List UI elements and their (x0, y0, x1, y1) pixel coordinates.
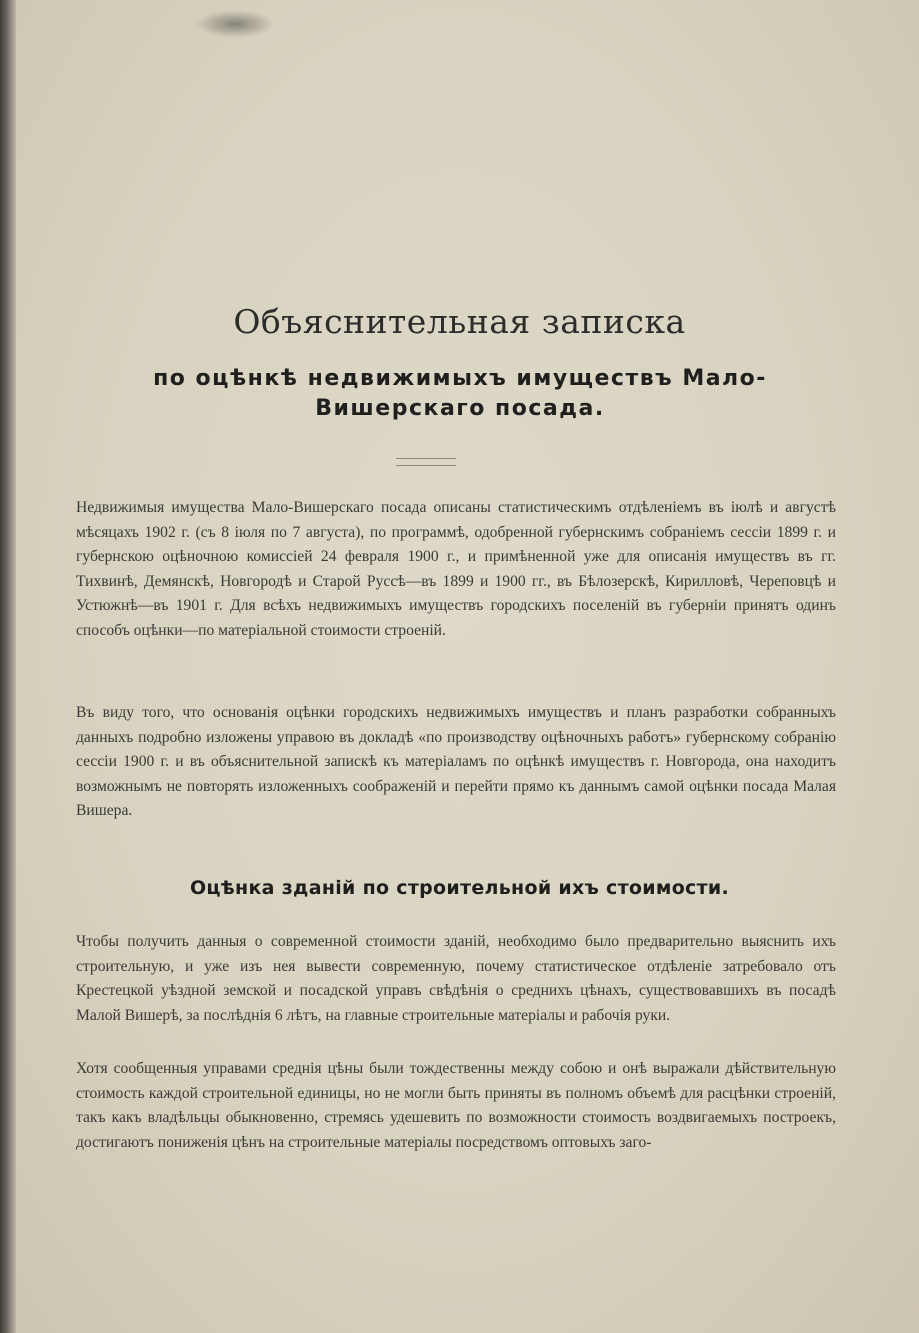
paragraph-intro: Недвижимыя имущества Мало-Вишерскаго посада описаны статистическимъ отдѣленіемъ въ іюлѣ и августѣ мѣсяцахъ 1902 г. (съ 8 іюля по 7 августа), по программѣ, одобренной губернскимъ собраніемъ сессіи 1899 г. и губернскою оцѣночною комиссіей 24 февраля 1900 г., и примѣненной уже для описанія имуществъ въ гг. Тихвинѣ, Демянскѣ, Новгородѣ и Старой Руссѣ—въ 1899 и 1900 гг., въ Бѣлозерскѣ, Кирилловѣ, Череповцѣ и Устюжнѣ—въ 1901 г. Для всѣхъ недвижимыхъ имуществъ городскихъ поселеній въ губерніи принятъ одинъ способъ оцѣнки—по матеріальной стоимости строеній. (76, 499, 836, 639)
paragraph-average-prices: Хотя сообщенныя управами среднія цѣны были тождественны между собою и онѣ выражали дѣйствительную стоимость каждой строительной единицы, но не могли быть приняты въ полномъ объемѣ для расцѣнки строеній, такъ какъ владѣльцы обыкновенно, стремясь удешевить по возможности стоимость воздвигаемыхъ построекъ, достигаютъ пониженія цѣнъ на строительные матеріалы посредствомъ оптовыхъ заго- (76, 1060, 836, 1151)
page-binding-edge (0, 0, 16, 1333)
title-divider (396, 458, 456, 466)
scan-smudge (195, 10, 275, 38)
document-subtitle: по оцѣнкѣ недвижимыхъ имуществъ Мало-Вишерскаго посада. (153, 366, 767, 421)
paragraph-building-costs: Чтобы получить данныя о современной стоимости зданій, необходимо было предварительно выяснить ихъ строительную, и уже изъ нея вывести современную, почему статистическое отдѣленіе затребовало отъ Крестецкой уѣздной земской и посадской управъ свѣдѣнія о среднихъ цѣнахъ, существовавшихъ въ посадѣ Малой Вишерѣ, за послѣднія 6 лѣтъ, на главные строительные матеріалы и рабочія руки. (76, 933, 836, 1024)
document-title: Объяснительная записка (233, 302, 686, 341)
section-heading: Оцѣнка зданій по строительной ихъ стоимости. (189, 877, 730, 899)
paragraph-basis: Въ виду того, что основанія оцѣнки городскихъ недвижимыхъ имуществъ и планъ разработки собранныхъ данныхъ подробно изложены управою въ докладѣ «по производству оцѣночныхъ работъ» губернскому собранію сессіи 1900 г. и въ объяснительной запискѣ къ матеріаламъ по оцѣнкѣ имуществъ г. Новгорода, она находитъ возможнымъ не повторять изложенныхъ соображеній и перейти прямо къ даннымъ самой оцѣнки посада Малая Вишера. (76, 704, 836, 819)
